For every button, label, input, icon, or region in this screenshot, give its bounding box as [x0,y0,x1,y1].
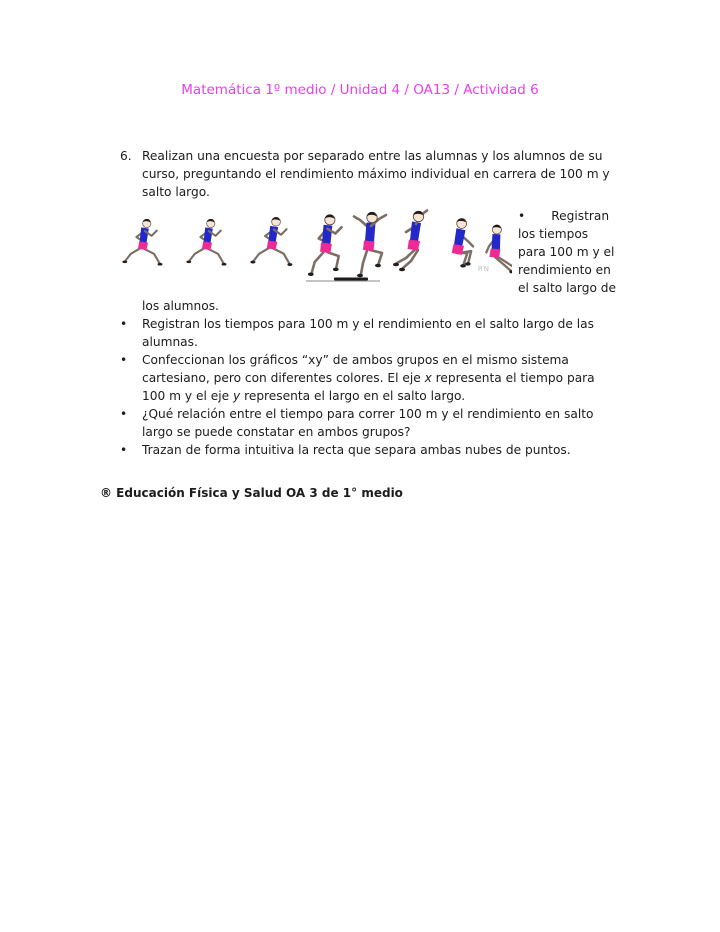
document-body [120,147,617,459]
item-text: Realizan una encuesta por separado entre las alumnas y los alumnos de su curso, preguntando el rendimiento máximo individual en carrera de 100 m y salto largo. [142,149,610,199]
text-segment: representa el largo en el salto largo. [240,389,466,403]
image-watermark: RN [477,265,490,273]
bullet-text: Registran los tiempos para 100 m y el rendimiento en el salto largo de los alumnos. [142,209,617,313]
bullet-item-wrapped [120,207,617,315]
long-jump-illustration [120,207,512,283]
bullet-text: ¿Qué relación entre el tiempo para correr 100 m y el rendimiento en salto largo se puede constatar en ambos grupos? [142,407,594,439]
numbered-item [120,147,617,201]
page-title: Matemática 1º medio / Unidad 4 / OA13 / Actividad 6 [181,82,539,98]
item-number: 6. [120,149,132,163]
bullet-marker: • [518,209,526,223]
bullet-item [120,351,617,405]
text-segment: Confeccionan los gráficos “xy” de ambos grupos en el mismo sistema cartesiano, pero con diferentes colores. El eje [142,353,569,385]
bullet-marker: • [120,353,128,367]
bullet-text: Registran los tiempos para 100 m y el rendimiento en el salto largo de las alumnas. [142,317,594,349]
bullet-text: Trazan de forma intuitiva la recta que separa ambas nubes de puntos. [142,443,571,457]
bullet-marker: • [120,317,128,331]
bullet-item [120,315,617,351]
text-segment: representa el tiempo para 100 m y el eje [142,371,595,403]
bullet-item [120,405,617,441]
italic-variable-y: y [232,389,241,403]
footer-reference: ® Educación Física y Salud OA 3 de 1° medio [100,486,403,500]
bullet-text [142,351,617,405]
bullet-marker: • [120,407,128,421]
bullet-marker: • [120,443,128,457]
italic-variable-x: x [424,371,432,385]
bullet-item [120,441,617,459]
long-jump-figures-svg [120,207,512,283]
